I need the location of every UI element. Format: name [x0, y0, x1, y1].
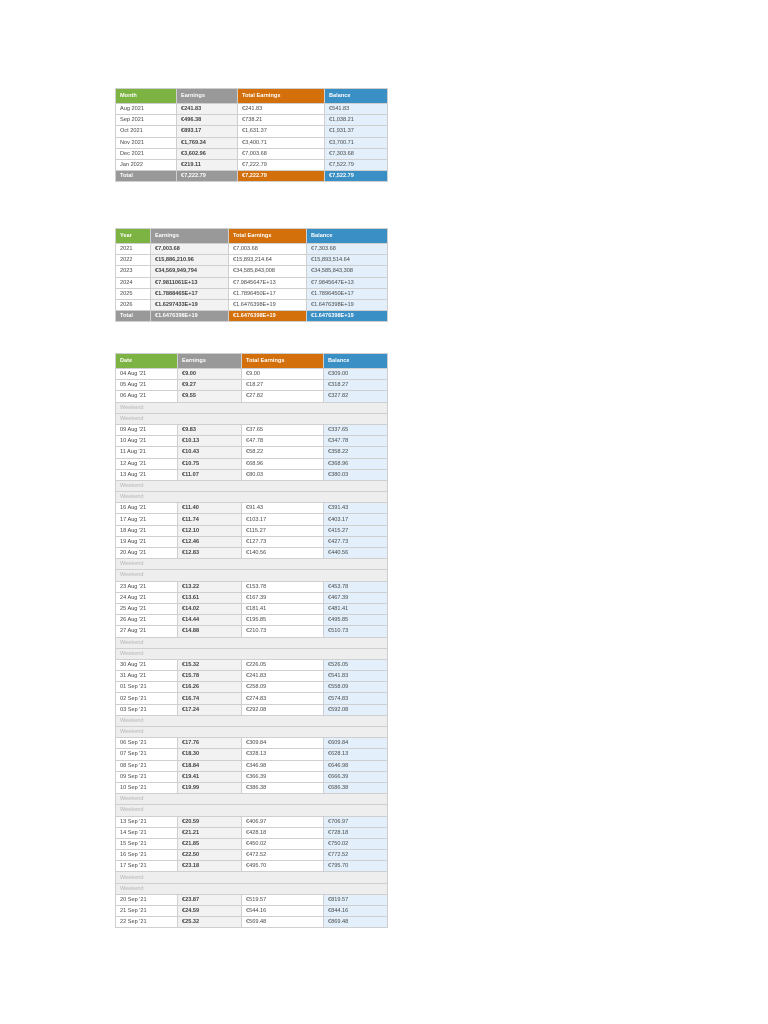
table-row: [116, 447, 387, 457]
cell-earnings: €34,569,949,794: [151, 266, 228, 276]
cell-total-earnings: €153.78: [242, 582, 323, 592]
cell-balance: €844.16: [324, 906, 387, 916]
table-row: [116, 917, 387, 927]
cell-total-earnings: €226.05: [242, 660, 323, 670]
table-row: [116, 300, 387, 310]
cell-total-earnings: €241.83: [242, 671, 323, 681]
weekend-row: [116, 559, 387, 569]
column-header: Balance: [325, 89, 387, 103]
cell-balance: €686.38: [324, 783, 387, 793]
cell-earnings: €7,222.79: [177, 171, 237, 181]
table-row: [116, 160, 387, 170]
column-header: Earnings: [151, 229, 228, 243]
weekend-row: [116, 649, 387, 659]
table-row: [116, 255, 387, 265]
cell-total-earnings: €37.65: [242, 425, 323, 435]
weekend-label: Weekend: [116, 492, 387, 502]
table-row: [116, 126, 387, 136]
table-header: [116, 354, 387, 368]
cell-date: 2025: [116, 289, 150, 299]
weekend-label: Weekend: [116, 794, 387, 804]
cell-total-earnings: €58.22: [242, 447, 323, 457]
cell-date: 26 Aug '21: [116, 615, 177, 625]
cell-earnings: €7.9811061E+13: [151, 278, 228, 288]
cell-earnings: €7,003.68: [151, 244, 228, 254]
weekend-label: Weekend: [116, 403, 387, 413]
weekend-label: Weekend: [116, 570, 387, 580]
weekend-row: [116, 716, 387, 726]
cell-total-earnings: €472.52: [242, 850, 323, 860]
cell-balance: €7,522.79: [325, 160, 387, 170]
cell-earnings: €17.24: [178, 705, 241, 715]
column-header: Total Earnings: [238, 89, 324, 103]
cell-earnings: €9.00: [178, 369, 241, 379]
cell-total-earnings: €309.84: [242, 738, 323, 748]
cell-total-earnings: €9.00: [242, 369, 323, 379]
cell-earnings: €893.17: [177, 126, 237, 136]
cell-earnings: €18.30: [178, 749, 241, 759]
table-header: [116, 229, 387, 243]
cell-total-earnings: €258.09: [242, 682, 323, 692]
cell-total-earnings: €450.02: [242, 839, 323, 849]
weekend-row: [116, 872, 387, 882]
cell-date: 13 Aug '21: [116, 470, 177, 480]
cell-earnings: €19.99: [178, 783, 241, 793]
cell-date: 18 Aug '21: [116, 526, 177, 536]
cell-date: Aug 2021: [116, 104, 176, 114]
total-row: [116, 311, 387, 321]
cell-balance: €541.83: [324, 671, 387, 681]
cell-date: 12 Aug '21: [116, 459, 177, 469]
cell-total-earnings: €27.82: [242, 391, 323, 401]
cell-earnings: €14.88: [178, 626, 241, 636]
table-row: [116, 115, 387, 125]
weekend-label: Weekend: [116, 884, 387, 894]
column-header: Total Earnings: [229, 229, 306, 243]
column-header: Earnings: [178, 354, 241, 368]
cell-earnings: €15.78: [178, 671, 241, 681]
cell-date: 22 Sep '21: [116, 917, 177, 927]
table-row: [116, 149, 387, 159]
cell-balance: €495.85: [324, 615, 387, 625]
cell-date: 24 Aug '21: [116, 593, 177, 603]
weekend-label: Weekend: [116, 414, 387, 424]
monthly-earnings-table: [115, 88, 388, 182]
cell-balance: €7,303.68: [325, 149, 387, 159]
column-header: Balance: [307, 229, 387, 243]
cell-balance: €666.39: [324, 772, 387, 782]
cell-total-earnings: €7,222.79: [238, 171, 324, 181]
cell-total-earnings: €386.38: [242, 783, 323, 793]
cell-total-earnings: €406.97: [242, 817, 323, 827]
cell-earnings: €25.32: [178, 917, 241, 927]
cell-earnings: €18.84: [178, 761, 241, 771]
cell-balance: €368.96: [324, 459, 387, 469]
cell-total-earnings: €210.73: [242, 626, 323, 636]
cell-total-earnings: €34,585,843,008: [229, 266, 306, 276]
table-row: [116, 828, 387, 838]
cell-balance: €7.9845647E+13: [307, 278, 387, 288]
weekend-label: Weekend: [116, 872, 387, 882]
cell-total-earnings: €7,003.68: [229, 244, 306, 254]
cell-earnings: €496.38: [177, 115, 237, 125]
cell-earnings: €10.43: [178, 447, 241, 457]
cell-date: 2026: [116, 300, 150, 310]
cell-date: 25 Aug '21: [116, 604, 177, 614]
weekend-label: Weekend: [116, 805, 387, 815]
cell-earnings: €21.21: [178, 828, 241, 838]
table-row: [116, 749, 387, 759]
cell-date: 2024: [116, 278, 150, 288]
cell-total-earnings: €140.56: [242, 548, 323, 558]
cell-earnings: €22.50: [178, 850, 241, 860]
cell-balance: €337.65: [324, 425, 387, 435]
cell-date: 08 Sep '21: [116, 761, 177, 771]
cell-date: 19 Aug '21: [116, 537, 177, 547]
cell-total-earnings: €1.6476398E+19: [229, 300, 306, 310]
cell-date: 20 Aug '21: [116, 548, 177, 558]
table-row: [116, 604, 387, 614]
cell-total-earnings: €274.83: [242, 693, 323, 703]
cell-date: Oct 2021: [116, 126, 176, 136]
cell-balance: €481.41: [324, 604, 387, 614]
cell-balance: €403.17: [324, 514, 387, 524]
cell-date: Dec 2021: [116, 149, 176, 159]
cell-balance: €1,038.21: [325, 115, 387, 125]
cell-total-earnings: €18.27: [242, 380, 323, 390]
table-row: [116, 391, 387, 401]
cell-balance: €646.98: [324, 761, 387, 771]
table-row: [116, 593, 387, 603]
table-row: [116, 459, 387, 469]
cell-earnings: €9.55: [178, 391, 241, 401]
cell-date: 2023: [116, 266, 150, 276]
weekend-row: [116, 884, 387, 894]
cell-total-earnings: €103.17: [242, 514, 323, 524]
cell-total-earnings: €7.9845647E+13: [229, 278, 306, 288]
cell-balance: €327.82: [324, 391, 387, 401]
table-row: [116, 682, 387, 692]
cell-earnings: €3,602.96: [177, 149, 237, 159]
cell-balance: €574.83: [324, 693, 387, 703]
table-row: [116, 861, 387, 871]
cell-earnings: €14.02: [178, 604, 241, 614]
cell-earnings: €14.44: [178, 615, 241, 625]
weekend-row: [116, 492, 387, 502]
cell-date: 17 Aug '21: [116, 514, 177, 524]
cell-balance: €380.03: [324, 470, 387, 480]
cell-balance: €467.39: [324, 593, 387, 603]
cell-total-earnings: €68.96: [242, 459, 323, 469]
cell-balance: €1,931.37: [325, 126, 387, 136]
cell-total-earnings: €181.41: [242, 604, 323, 614]
cell-total-earnings: €292.08: [242, 705, 323, 715]
cell-date: 13 Sep '21: [116, 817, 177, 827]
cell-earnings: €1.6476398E+19: [151, 311, 228, 321]
cell-earnings: €13.61: [178, 593, 241, 603]
cell-earnings: €10.13: [178, 436, 241, 446]
cell-earnings: €15.32: [178, 660, 241, 670]
cell-earnings: €219.11: [177, 160, 237, 170]
cell-date: 05 Aug '21: [116, 380, 177, 390]
cell-date: 14 Sep '21: [116, 828, 177, 838]
table-row: [116, 850, 387, 860]
total-row: [116, 171, 387, 181]
cell-total-earnings: €1.6476398E+19: [229, 311, 306, 321]
table-row: [116, 369, 387, 379]
cell-earnings: €17.76: [178, 738, 241, 748]
table-row: [116, 906, 387, 916]
table-row: [116, 104, 387, 114]
table-row: [116, 548, 387, 558]
cell-total-earnings: €91.43: [242, 503, 323, 513]
cell-balance: €7,303.68: [307, 244, 387, 254]
table-row: [116, 626, 387, 636]
column-header: Year: [116, 229, 150, 243]
cell-earnings: €19.41: [178, 772, 241, 782]
table-row: [116, 895, 387, 905]
cell-total-earnings: €15,893,214.64: [229, 255, 306, 265]
cell-total-earnings: €1,631.37: [238, 126, 324, 136]
cell-earnings: €1,769.34: [177, 138, 237, 148]
cell-earnings: €15,886,210.96: [151, 255, 228, 265]
cell-date: 03 Sep '21: [116, 705, 177, 715]
table-row: [116, 470, 387, 480]
cell-earnings: €21.85: [178, 839, 241, 849]
cell-earnings: €9.83: [178, 425, 241, 435]
table-row: [116, 761, 387, 771]
cell-balance: €453.78: [324, 582, 387, 592]
cell-date: 30 Aug '21: [116, 660, 177, 670]
table-row: [116, 425, 387, 435]
cell-date: Sep 2021: [116, 115, 176, 125]
cell-balance: €347.78: [324, 436, 387, 446]
column-header: Month: [116, 89, 176, 103]
cell-total-earnings: €519.57: [242, 895, 323, 905]
cell-earnings: €16.26: [178, 682, 241, 692]
cell-total-earnings: €241.83: [238, 104, 324, 114]
cell-date: 11 Aug '21: [116, 447, 177, 457]
cell-balance: €750.02: [324, 839, 387, 849]
cell-date: 10 Sep '21: [116, 783, 177, 793]
weekend-row: [116, 805, 387, 815]
cell-balance: €1.7896450E+17: [307, 289, 387, 299]
cell-balance: €609.84: [324, 738, 387, 748]
cell-balance: €869.48: [324, 917, 387, 927]
cell-date: 07 Sep '21: [116, 749, 177, 759]
cell-date: 09 Aug '21: [116, 425, 177, 435]
weekend-row: [116, 727, 387, 737]
cell-earnings: €24.59: [178, 906, 241, 916]
cell-total-earnings: €569.48: [242, 917, 323, 927]
cell-balance: €728.18: [324, 828, 387, 838]
weekend-label: Weekend: [116, 481, 387, 491]
cell-earnings: €23.87: [178, 895, 241, 905]
cell-total-earnings: €328.13: [242, 749, 323, 759]
cell-date: 27 Aug '21: [116, 626, 177, 636]
cell-date: 10 Aug '21: [116, 436, 177, 446]
table-row: [116, 738, 387, 748]
cell-total-earnings: €80.03: [242, 470, 323, 480]
cell-earnings: €16.74: [178, 693, 241, 703]
cell-date: 01 Sep '21: [116, 682, 177, 692]
table-row: [116, 380, 387, 390]
weekend-row: [116, 414, 387, 424]
cell-balance: €592.08: [324, 705, 387, 715]
cell-balance: €706.97: [324, 817, 387, 827]
cell-earnings: €20.59: [178, 817, 241, 827]
weekend-label: Weekend: [116, 638, 387, 648]
cell-total-earnings: €544.16: [242, 906, 323, 916]
column-header: Balance: [324, 354, 387, 368]
table-row: [116, 660, 387, 670]
cell-balance: €628.13: [324, 749, 387, 759]
cell-balance: €558.09: [324, 682, 387, 692]
table-header: [116, 89, 387, 103]
table-row: [116, 138, 387, 148]
cell-balance: €795.70: [324, 861, 387, 871]
table-row: [116, 503, 387, 513]
table-row: [116, 244, 387, 254]
table-row: [116, 615, 387, 625]
cell-balance: €415.27: [324, 526, 387, 536]
weekend-row: [116, 481, 387, 491]
cell-earnings: €12.46: [178, 537, 241, 547]
cell-date: 20 Sep '21: [116, 895, 177, 905]
cell-date: 17 Sep '21: [116, 861, 177, 871]
cell-earnings: €10.75: [178, 459, 241, 469]
table-row: [116, 817, 387, 827]
cell-earnings: €11.74: [178, 514, 241, 524]
cell-earnings: €9.27: [178, 380, 241, 390]
weekend-row: [116, 638, 387, 648]
cell-balance: €427.73: [324, 537, 387, 547]
total-label: Total: [116, 311, 150, 321]
cell-balance: €772.52: [324, 850, 387, 860]
cell-date: 23 Aug '21: [116, 582, 177, 592]
table-row: [116, 693, 387, 703]
cell-date: 06 Aug '21: [116, 391, 177, 401]
cell-date: 2022: [116, 255, 150, 265]
cell-date: 16 Sep '21: [116, 850, 177, 860]
cell-balance: €819.57: [324, 895, 387, 905]
cell-earnings: €1.7888465E+17: [151, 289, 228, 299]
cell-balance: €358.22: [324, 447, 387, 457]
cell-balance: €440.56: [324, 548, 387, 558]
cell-date: 02 Sep '21: [116, 693, 177, 703]
weekend-row: [116, 403, 387, 413]
cell-earnings: €13.22: [178, 582, 241, 592]
table-row: [116, 671, 387, 681]
table-row: [116, 436, 387, 446]
table-row: [116, 783, 387, 793]
cell-earnings: €241.83: [177, 104, 237, 114]
cell-total-earnings: €167.39: [242, 593, 323, 603]
cell-total-earnings: €495.70: [242, 861, 323, 871]
table-row: [116, 537, 387, 547]
cell-date: Jan 2022: [116, 160, 176, 170]
cell-total-earnings: €7,003.68: [238, 149, 324, 159]
cell-balance: €34,585,843,308: [307, 266, 387, 276]
cell-date: 06 Sep '21: [116, 738, 177, 748]
cell-earnings: €11.40: [178, 503, 241, 513]
cell-earnings: €12.10: [178, 526, 241, 536]
cell-date: 15 Sep '21: [116, 839, 177, 849]
table-row: [116, 266, 387, 276]
weekend-label: Weekend: [116, 559, 387, 569]
yearly-earnings-table: [115, 228, 388, 322]
cell-earnings: €1.6297433E+19: [151, 300, 228, 310]
cell-balance: €309.00: [324, 369, 387, 379]
cell-date: 09 Sep '21: [116, 772, 177, 782]
weekend-row: [116, 570, 387, 580]
cell-date: 16 Aug '21: [116, 503, 177, 513]
column-header: Date: [116, 354, 177, 368]
cell-date: 21 Sep '21: [116, 906, 177, 916]
cell-balance: €3,700.71: [325, 138, 387, 148]
cell-balance: €391.43: [324, 503, 387, 513]
weekend-row: [116, 794, 387, 804]
cell-total-earnings: €346.98: [242, 761, 323, 771]
cell-total-earnings: €47.78: [242, 436, 323, 446]
cell-earnings: €11.07: [178, 470, 241, 480]
table-row: [116, 526, 387, 536]
cell-earnings: €23.18: [178, 861, 241, 871]
table-row: [116, 705, 387, 715]
table-row: [116, 582, 387, 592]
weekend-label: Weekend: [116, 727, 387, 737]
cell-balance: €15,893,514.64: [307, 255, 387, 265]
table-row: [116, 289, 387, 299]
daily-earnings-table: [115, 353, 388, 928]
cell-balance: €526.05: [324, 660, 387, 670]
table-row: [116, 514, 387, 524]
table-row: [116, 772, 387, 782]
cell-total-earnings: €1.7896450E+17: [229, 289, 306, 299]
cell-total-earnings: €127.73: [242, 537, 323, 547]
weekend-label: Weekend: [116, 716, 387, 726]
cell-balance: €318.27: [324, 380, 387, 390]
table-row: [116, 839, 387, 849]
cell-date: 2021: [116, 244, 150, 254]
cell-date: 04 Aug '21: [116, 369, 177, 379]
total-label: Total: [116, 171, 176, 181]
weekend-label: Weekend: [116, 649, 387, 659]
cell-total-earnings: €115.27: [242, 526, 323, 536]
cell-total-earnings: €738.21: [238, 115, 324, 125]
cell-total-earnings: €195.85: [242, 615, 323, 625]
column-header: Total Earnings: [242, 354, 323, 368]
cell-total-earnings: €366.39: [242, 772, 323, 782]
cell-balance: €7,522.79: [325, 171, 387, 181]
cell-balance: €1.6476398E+19: [307, 300, 387, 310]
cell-balance: €541.83: [325, 104, 387, 114]
cell-date: Nov 2021: [116, 138, 176, 148]
cell-earnings: €12.83: [178, 548, 241, 558]
cell-total-earnings: €3,400.71: [238, 138, 324, 148]
cell-total-earnings: €7,222.79: [238, 160, 324, 170]
cell-total-earnings: €428.18: [242, 828, 323, 838]
table-row: [116, 278, 387, 288]
column-header: Earnings: [177, 89, 237, 103]
cell-balance: €510.73: [324, 626, 387, 636]
cell-date: 31 Aug '21: [116, 671, 177, 681]
cell-balance: €1.6476398E+19: [307, 311, 387, 321]
